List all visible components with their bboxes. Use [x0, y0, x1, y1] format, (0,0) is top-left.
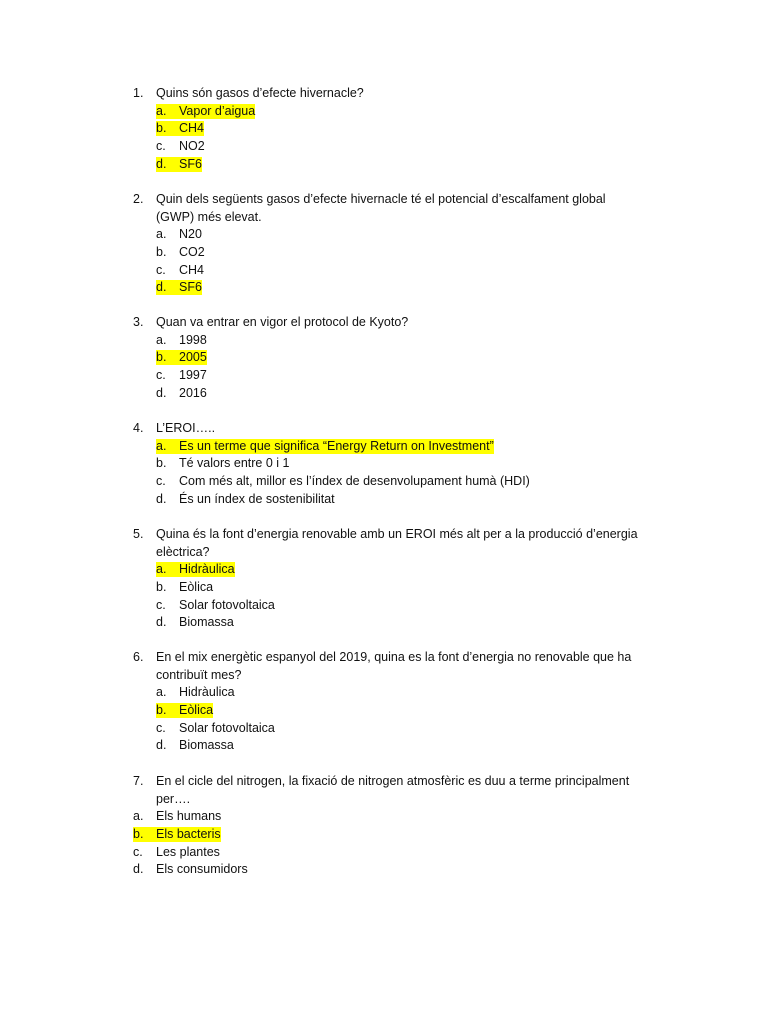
option-b [0, 349, 768, 367]
option-c [0, 473, 768, 491]
option-letter: b. [156, 121, 167, 136]
option [156, 227, 202, 242]
option-letter: d. [156, 738, 167, 753]
question-text-line [0, 791, 768, 809]
question-number: 4. [133, 421, 144, 435]
option-a [0, 332, 768, 350]
option-text: 1998 [179, 332, 207, 347]
option-a [0, 808, 768, 826]
option-text: Biomassa [179, 738, 234, 753]
question-text: En el cicle del nitrogen, la fixació de nitrogen atmosfèric es duu a terme principalment [156, 774, 630, 788]
question-text-line [0, 85, 768, 103]
option-text: Les plantes [156, 844, 220, 859]
question-3 [0, 314, 768, 402]
question-text-line [0, 544, 768, 562]
option-text: 2016 [179, 385, 207, 400]
option [156, 615, 234, 630]
question-number: 1. [133, 86, 144, 100]
option-text: Solar fotovoltaica [179, 720, 275, 735]
option-highlighted [156, 439, 494, 454]
option-letter: a. [156, 438, 167, 453]
option-letter: b. [156, 350, 167, 365]
option-d [0, 384, 768, 402]
question-number: 5. [133, 527, 144, 541]
question-text-line [0, 314, 768, 332]
option-letter: c. [156, 474, 166, 489]
question-text: Quin dels següents gasos d’efecte hivernacle té el potencial d’escalfament global [156, 192, 606, 206]
option-c [0, 138, 768, 156]
option-text: CO2 [179, 245, 205, 260]
option [156, 685, 235, 700]
question-2 [0, 191, 768, 297]
option-letter: b. [156, 456, 167, 471]
option-text: Té valors entre 0 i 1 [179, 456, 290, 471]
question-text-continued: per…. [156, 791, 191, 806]
option [156, 580, 213, 595]
option-d [0, 861, 768, 879]
option-text: Hidràulica [179, 562, 235, 577]
option-letter: c. [156, 597, 166, 612]
option-letter: c. [156, 368, 166, 383]
option-highlighted [156, 703, 213, 718]
option-text: Els bacteris [156, 827, 221, 842]
option-letter: d. [156, 280, 167, 295]
option-c [0, 261, 768, 279]
option-letter: b. [133, 827, 144, 842]
option-a [0, 561, 768, 579]
option-b [0, 455, 768, 473]
option-text: CH4 [179, 121, 205, 136]
option-highlighted [133, 827, 221, 842]
option [156, 492, 335, 507]
option [156, 456, 289, 471]
option-letter: a. [156, 332, 167, 347]
option-b [0, 826, 768, 844]
option-letter: d. [156, 156, 167, 171]
option [156, 368, 207, 383]
option-letter: a. [156, 227, 167, 242]
question-number: 6. [133, 650, 144, 664]
option-letter: a. [156, 103, 167, 118]
option [133, 809, 221, 824]
option-letter: b. [156, 580, 167, 595]
option [156, 245, 205, 260]
option-c [0, 843, 768, 861]
question-text-continued: contribuït mes? [156, 667, 242, 682]
question-1 [0, 85, 768, 173]
question-text-line [0, 667, 768, 685]
question-6 [0, 649, 768, 755]
option-text: 1997 [179, 368, 207, 383]
option-text: Solar fotovoltaica [179, 597, 275, 612]
option-letter: b. [156, 703, 167, 718]
option-d [0, 737, 768, 755]
question-number: 2. [133, 192, 144, 206]
option-text: Hidràulica [179, 685, 235, 700]
option-a [0, 438, 768, 456]
question-text: Quina és la font d’energia renovable amb un EROI més alt per a la producció d’energia [156, 527, 638, 541]
question-5 [0, 526, 768, 632]
option-text: Biomassa [179, 615, 234, 630]
option-letter: a. [133, 809, 144, 824]
option-text: N20 [179, 227, 202, 242]
option-highlighted [156, 562, 235, 577]
question-text-line [0, 209, 768, 227]
option-highlighted [156, 121, 204, 136]
question-text-line [0, 649, 768, 667]
option-letter: d. [156, 491, 167, 506]
question-text-continued: (GWP) més elevat. [156, 209, 262, 224]
option-highlighted [156, 280, 202, 295]
question-text: Quins són gasos d’efecte hivernacle? [156, 86, 364, 100]
question-text-continued: elèctrica? [156, 544, 210, 559]
question-text: L’EROI….. [156, 421, 216, 435]
option-letter: b. [156, 245, 167, 260]
question-number: 7. [133, 774, 144, 788]
question-text-line [0, 191, 768, 209]
option-highlighted [156, 350, 207, 365]
option-letter: c. [133, 844, 143, 859]
option-letter: d. [156, 385, 167, 400]
option [156, 721, 275, 736]
option [156, 139, 205, 154]
question-7 [0, 773, 768, 879]
option-text: Els humans [156, 809, 222, 824]
option-b [0, 702, 768, 720]
option-letter: d. [133, 862, 144, 877]
option-letter: c. [156, 139, 166, 154]
option-b [0, 244, 768, 262]
option [156, 333, 207, 348]
option-letter: d. [156, 615, 167, 630]
option-text: Els consumidors [156, 862, 248, 877]
option-a [0, 684, 768, 702]
option-text: SF6 [179, 280, 202, 295]
option-c [0, 596, 768, 614]
option [156, 263, 204, 278]
option-d [0, 279, 768, 297]
option [156, 598, 275, 613]
option-a [0, 103, 768, 121]
option-d [0, 155, 768, 173]
question-text: Quan va entrar en vigor el protocol de Kyoto? [156, 315, 409, 329]
option-text: Es un terme que significa “Energy Return on Investment” [179, 438, 494, 453]
option-text: 2005 [179, 350, 207, 365]
question-text: En el mix energètic espanyol del 2019, quina es la font d’energia no renovable que ha [156, 650, 632, 664]
option [156, 386, 207, 401]
question-text-line [0, 526, 768, 544]
option-letter: a. [156, 562, 167, 577]
option [133, 862, 248, 877]
question-4 [0, 420, 768, 508]
option-highlighted [156, 157, 202, 172]
option-highlighted [156, 104, 255, 119]
option-text: CH4 [179, 262, 205, 277]
option-d [0, 614, 768, 632]
question-text-line [0, 420, 768, 438]
option-text: Vapor d’aigua [179, 103, 256, 118]
option-b [0, 120, 768, 138]
question-number: 3. [133, 315, 144, 329]
option-text: NO2 [179, 139, 205, 154]
option-text: Eòlica [179, 703, 214, 718]
option-a [0, 226, 768, 244]
option [156, 738, 234, 753]
option [156, 474, 530, 489]
question-text-line [0, 773, 768, 791]
option-text: Com més alt, millor es l’índex de desenvolupament humà (HDI) [179, 474, 530, 489]
option-text: SF6 [179, 156, 202, 171]
option-d [0, 490, 768, 508]
option-letter: a. [156, 685, 167, 700]
option-c [0, 719, 768, 737]
option-b [0, 579, 768, 597]
option-letter: c. [156, 262, 166, 277]
option-text: Eòlica [179, 580, 214, 595]
option [133, 845, 220, 860]
option-c [0, 367, 768, 385]
option-letter: c. [156, 720, 166, 735]
option-text: És un índex de sostenibilitat [179, 491, 335, 506]
